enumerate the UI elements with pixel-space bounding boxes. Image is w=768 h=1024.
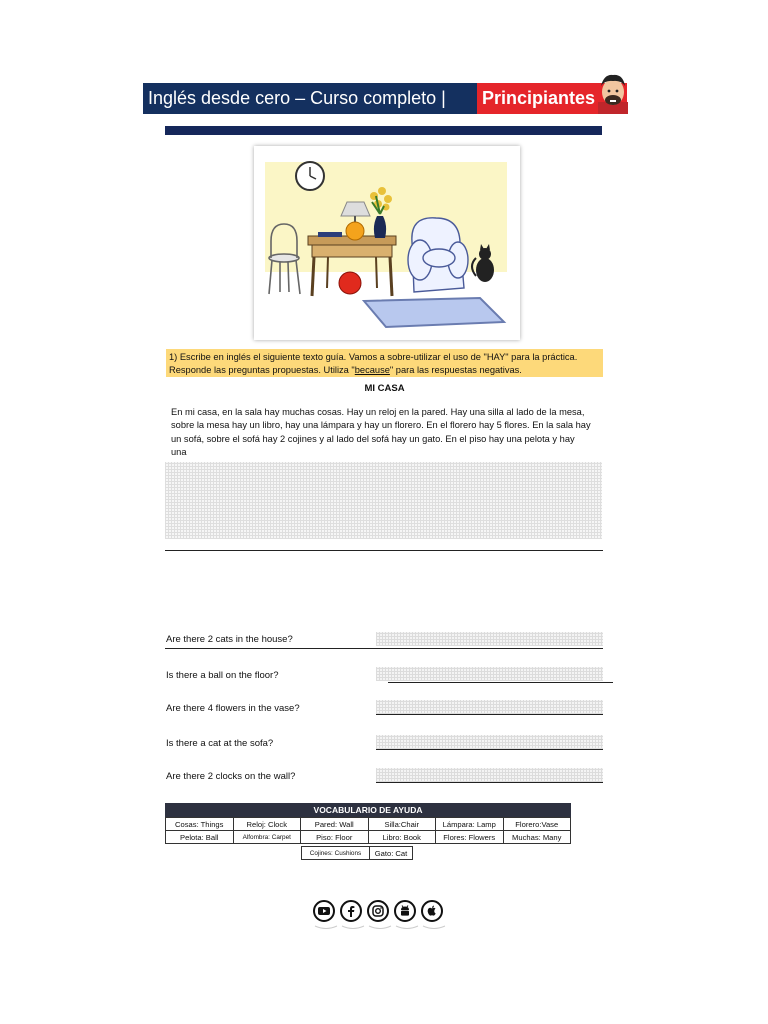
section-title: MI CASA xyxy=(364,383,405,394)
ball-icon xyxy=(339,272,361,294)
writing-underline xyxy=(165,550,603,551)
icons-reflection xyxy=(313,925,453,931)
android-icon[interactable] xyxy=(394,900,416,922)
course-banner xyxy=(143,83,627,114)
vocabulary-table xyxy=(165,803,571,844)
answer-field-3[interactable] xyxy=(376,700,603,714)
guide-text: En mi casa, en la sala hay muchas cosas. Hay un reloj en la pared. Hay una silla al lado de la mesa, sobre la mesa hay un libro, hay una lámpara y hay un florero. En el florero hay 5 flores. En la sala hay un sofá, sobre el sofá hay 2 cojines y al lado del sofá hay un gato. En el piso hay una pelota y hay una xyxy=(171,407,591,457)
question-5: Are there 2 clocks on the wall? xyxy=(166,771,296,782)
instructions-text-end: " para las respuestas negativas. xyxy=(389,365,522,375)
vocab-cell: Pelota: Ball xyxy=(166,831,234,844)
teacher-avatar-icon xyxy=(596,72,630,114)
book-icon xyxy=(318,232,342,237)
clock-icon xyxy=(296,162,324,190)
answer-underline-3 xyxy=(376,714,603,715)
vocab-cell: Pared: Wall xyxy=(301,818,369,831)
answer-underline-5 xyxy=(376,782,603,783)
living-room-illustration xyxy=(254,146,520,340)
vocab-cell: Cojines: Cushions xyxy=(302,847,370,860)
vocab-cell: Flores: Flowers xyxy=(436,831,504,844)
vocab-cell: Cosas: Things xyxy=(166,818,234,831)
vocabulary-title: VOCABULARIO DE AYUDA xyxy=(165,803,571,817)
banner-level: Principiantes xyxy=(477,83,627,114)
vocab-cell: Florero:Vase xyxy=(503,818,571,831)
facebook-icon[interactable] xyxy=(340,900,362,922)
answer-field-4[interactable] xyxy=(376,735,603,749)
vocab-cell: Libro: Book xyxy=(368,831,436,844)
question-2: Is there a ball on the floor? xyxy=(166,670,279,681)
banner-title: Inglés desde cero – Curso completo | xyxy=(143,83,477,114)
vocab-cell: Gato: Cat xyxy=(370,847,413,860)
vocab-cell: Alfombra: Carpet xyxy=(233,831,301,844)
answer-field-1[interactable] xyxy=(376,632,603,646)
question-1: Are there 2 cats in the house? xyxy=(166,634,293,645)
divider-bar xyxy=(165,126,602,135)
writing-area[interactable] xyxy=(165,462,602,539)
answer-field-2[interactable] xyxy=(376,667,603,681)
answer-underline-1 xyxy=(165,648,603,649)
vocab-cell: Lámpara: Lamp xyxy=(436,818,504,831)
question-4: Is there a cat at the sofa? xyxy=(166,738,274,749)
instagram-icon[interactable] xyxy=(367,900,389,922)
vocab-cell: Reloj: Clock xyxy=(233,818,301,831)
vocabulary-extra-row xyxy=(301,846,413,860)
carpet-icon xyxy=(364,298,504,327)
social-links xyxy=(313,900,443,922)
vocab-cell: Piso: Floor xyxy=(301,831,369,844)
instructions-text: 1) Escribe en inglés el siguiente texto guía. Vamos a sobre-utilizar el uso de "HAY" para la práctica. Responde las preguntas propuestas. Utiliza " xyxy=(169,352,578,375)
instructions-box xyxy=(166,349,603,377)
vocab-cell: Silla:Chair xyxy=(368,818,436,831)
question-3: Are there 4 flowers in the vase? xyxy=(166,703,300,714)
because-keyword: because xyxy=(354,365,390,375)
apple-icon[interactable] xyxy=(421,900,443,922)
vocab-cell: Muchas: Many xyxy=(503,831,571,844)
answer-underline-4 xyxy=(376,749,603,750)
answer-field-5[interactable] xyxy=(376,768,603,782)
youtube-icon[interactable] xyxy=(313,900,335,922)
answer-underline-2 xyxy=(388,682,613,683)
